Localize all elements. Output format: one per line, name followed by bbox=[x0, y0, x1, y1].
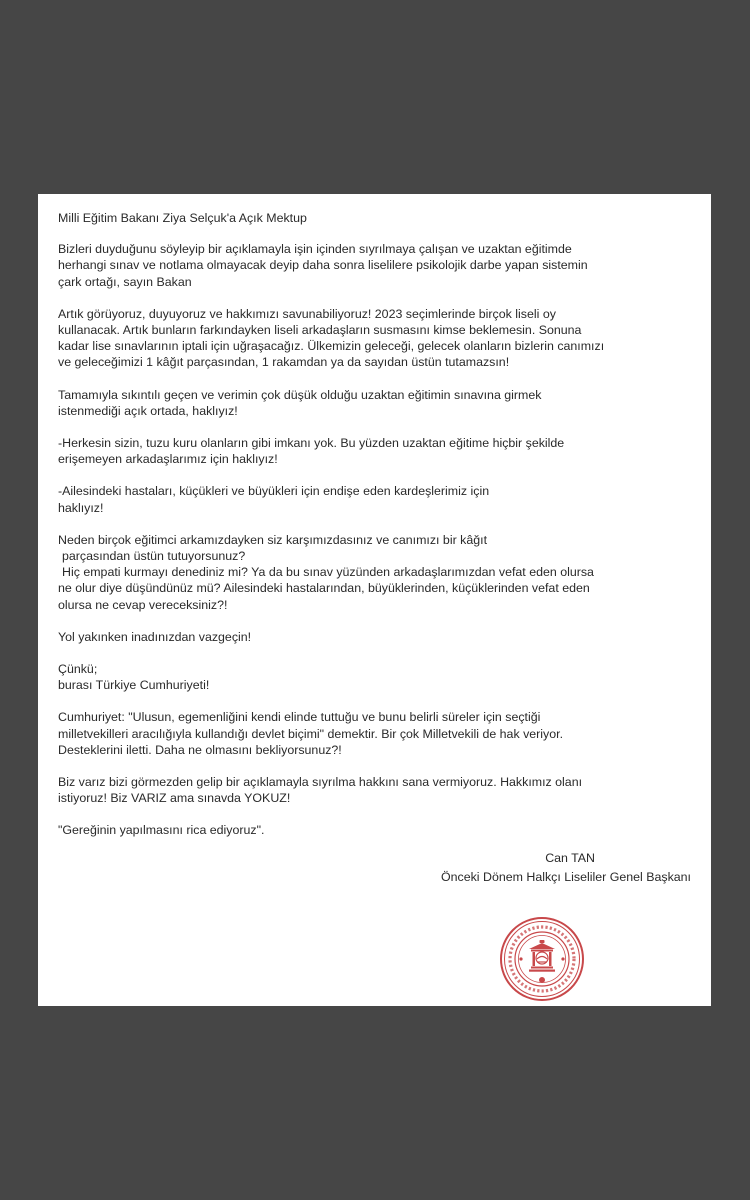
paragraph-2 bbox=[58, 306, 691, 371]
paragraph-line: ve geleceğimizi 1 kâğıt parçasından, 1 rakamdan ya da sayıdan üstün tutamazsın! bbox=[58, 355, 510, 370]
paragraph-line: "Gereğinin yapılmasını rica ediyoruz". bbox=[58, 823, 265, 838]
paragraph-line: Tamamıyla sıkıntılı geçen ve verimin çok düşük olduğu uzaktan eğitimin sınavına girmek bbox=[58, 387, 542, 402]
paragraph-line: parçasından üstün tutuyorsunuz? bbox=[62, 549, 246, 564]
paragraph-7 bbox=[58, 629, 691, 645]
paragraph-line: Hiç empati kurmayı denediniz mi? Ya da bu sınav yüzünden arkadaşlarımızdan vefat eden olursa bbox=[62, 565, 594, 580]
paragraph-line: kadar lise sınavlarının iptali için uğraşacağız. Ülkemizin geleceği, gelecek olanların bizlerin canımızı bbox=[58, 339, 605, 354]
paragraph-line: herhangi sınav ve notlama olmayacak deyip daha sonra liselilere psikolojik darbe yapan sistemin bbox=[58, 258, 588, 273]
paragraph-6 bbox=[58, 532, 691, 613]
paragraph-line: -Ailesindeki hastaları, küçükleri ve büyükleri için endişe eden kardeşlerimiz için bbox=[58, 484, 490, 499]
paragraph-9 bbox=[58, 709, 691, 758]
paragraph-line: istenmediği açık ortada, haklıyız! bbox=[58, 403, 238, 418]
paragraph-line: istiyoruz! Biz VARIZ ama sınavda YOKUZ! bbox=[58, 791, 291, 806]
paragraph-5 bbox=[58, 483, 691, 515]
paragraph-line: Bizleri duyduğunu söyleyip bir açıklamayla işin içinden sıyrılmaya çalışan ve uzaktan eğitimde bbox=[58, 242, 572, 257]
paragraph-4 bbox=[58, 435, 691, 467]
paragraph-line: Desteklerini iletti. Daha ne olmasını bekliyorsunuz?! bbox=[58, 742, 342, 757]
letter-page bbox=[38, 194, 711, 1006]
paragraph-line: haklıyız! bbox=[58, 500, 104, 515]
paragraph-line: ne olur diye düşündünüz mü? Ailesindeki hastalarından, büyüklerinden, küçüklerinden vefat eden bbox=[58, 581, 590, 596]
signature-block bbox=[58, 850, 691, 885]
paragraph-line: -Herkesin sizin, tuzu kuru olanların gibi imkanı yok. Bu yüzden uzaktan eğitime hiçbir şekilde bbox=[58, 436, 565, 451]
paragraph-line: çark ortağı, sayın Bakan bbox=[58, 274, 192, 289]
paragraph-line: erişemeyen arkadaşlarımız için haklıyız! bbox=[58, 452, 278, 467]
signature-title: Önceki Dönem Halkçı Liseliler Genel Başkanı bbox=[441, 870, 691, 885]
letter-title: Milli Eğitim Bakanı Ziya Selçuk'a Açık Mektup bbox=[58, 211, 307, 225]
paragraph-line: Artık görüyoruz, duyuyoruz ve hakkımızı savunabiliyoruz! 2023 seçimlerinde birçok liseli oy bbox=[58, 306, 556, 321]
paragraph-line: Yol yakınken inadınızdan vazgeçin! bbox=[58, 629, 252, 644]
paragraph-line: kullanacak. Artık bunların farkındayken liseli arkadaşların susmasını kimse beklemesin. Sonuna bbox=[58, 323, 582, 338]
paragraph-line: milletvekilleri aracılığıyla kullandığı devlet biçimi" demektir. Bir çok Milletvekili de hak veriyor. bbox=[58, 726, 564, 741]
paragraph-line: Biz varız bizi görmezden gelip bir açıklamayla sıyrılma hakkını sana vermiyoruz. Hakkımız olanı bbox=[58, 775, 583, 790]
paragraph-line: Cumhuriyet: "Ulusun, egemenliğini kendi elinde tuttuğu ve bunu belirli süreler için seçtiği bbox=[58, 710, 541, 725]
ministry-seal-icon bbox=[499, 916, 585, 1002]
paragraph-line: Çünkü; bbox=[58, 662, 98, 677]
paragraph-line: burası Türkiye Cumhuriyeti! bbox=[58, 678, 210, 693]
paragraph-1 bbox=[58, 241, 691, 290]
paragraph-10 bbox=[58, 774, 691, 806]
paragraph-line: Neden birçok eğitimci arkamızdayken siz karşımızdasınız ve canımızı bir kâğıt bbox=[58, 532, 488, 547]
paragraph-8 bbox=[58, 661, 691, 693]
paragraph-11 bbox=[58, 822, 691, 838]
paragraph-3 bbox=[58, 387, 691, 419]
paragraph-line: olursa ne cevap vereceksiniz?! bbox=[58, 597, 228, 612]
signature-name: Can TAN bbox=[545, 851, 595, 865]
